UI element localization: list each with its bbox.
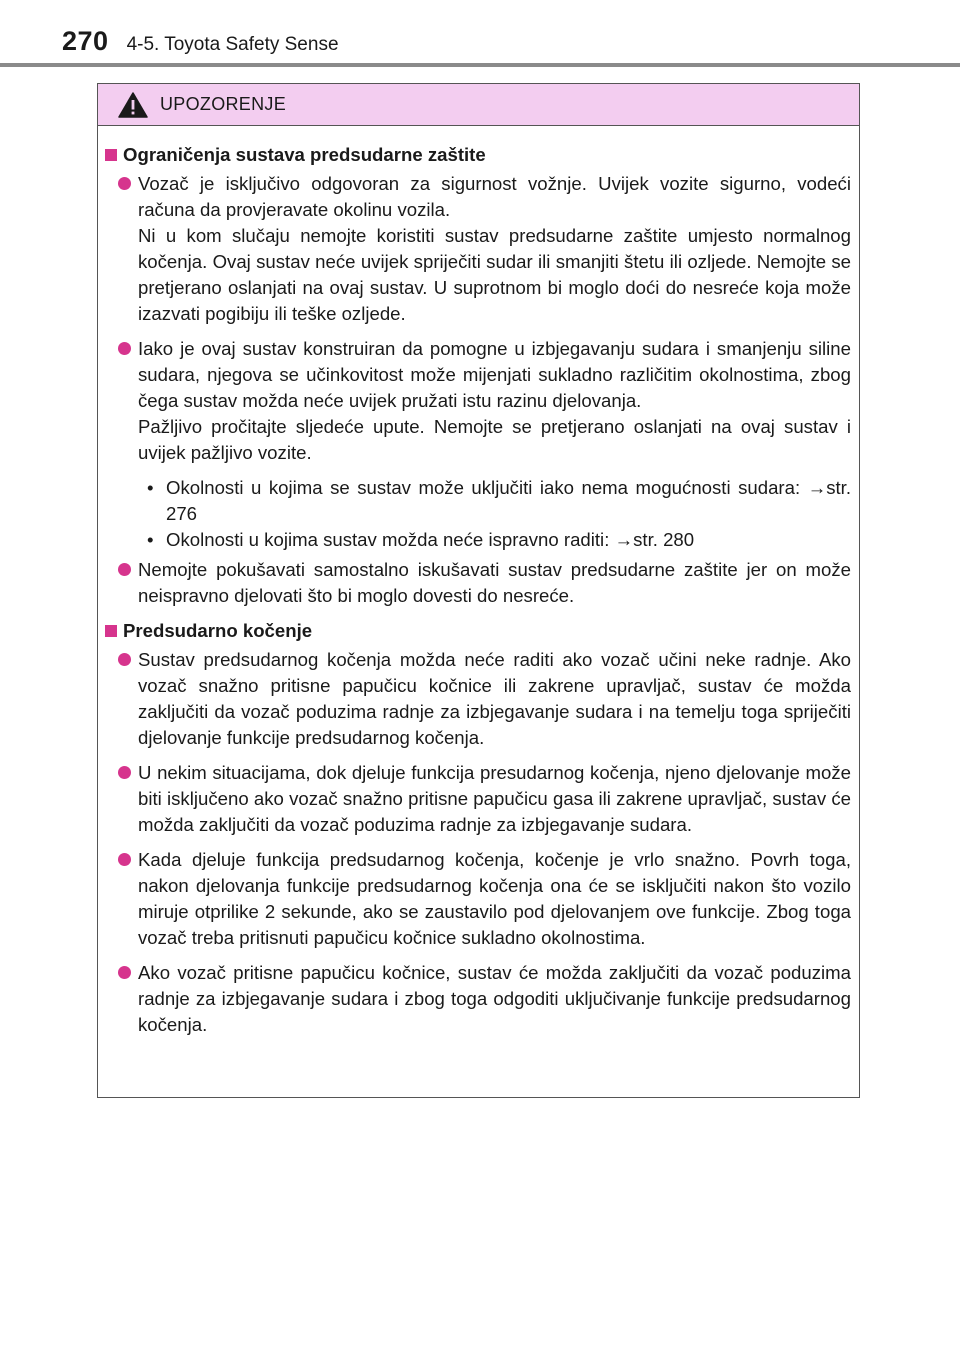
paragraph: Vozač je isključivo odgovoran za sigurnost vožnje. Uvijek vozite sigurno, vodeći računa da provjeravate okolinu vozila. [138, 173, 851, 220]
warning-section [105, 142, 851, 609]
circle-bullet-icon [118, 966, 131, 979]
warning-triangle-icon [118, 92, 148, 118]
warning-section [105, 618, 851, 1038]
list-item [105, 760, 851, 838]
paragraph: Pažljivo pročitajte sljedeće upute. Nemojte se pretjerano oslanjati na ovaj sustav i uvijek pažljivo vozite. [138, 416, 851, 463]
warning-label: UPOZORENJE [160, 94, 287, 114]
paragraph: U nekim situacijama, dok djeluje funkcija presudarnog kočenja, njeno djelovanje može biti isključeno ako vozač snažno pritisne papučicu gasa ili zakrene upravljač, sustav će možda zaključiti da vozač poduzima radnje za izbjegavanje sudara. [138, 762, 851, 835]
sub-list-item [144, 527, 851, 553]
circle-bullet-icon [118, 853, 131, 866]
paragraph: Sustav predsudarnog kočenja možda neće raditi ako vozač učini neke radnje. Ako vozač snažno pritisne papučicu kočnice ili zakrene upravljač, sustav će možda zaključiti da vozač poduzima radnje za izbjegavanje sudara i na temelju toga spriječiti djelovanje funkcije predsudarnog kočenja. [138, 649, 851, 748]
circle-bullet-icon [118, 766, 131, 779]
list-item [105, 171, 851, 327]
paragraph: Kada djeluje funkcija predsudarnog kočenja, kočenje je vrlo snažno. Povrh toga, nakon djelovanja funkcije predsudarnog kočenja ona će se isključiti nakon što vozilo miruje otprilike 2 sekunde, ako se zaustavilo pod djelovanjem ove funkcije. Zbog toga vozač treba pritisnuti papučicu kočnice sukladno okolnostima. [138, 849, 851, 948]
paragraph: Ni u kom slučaju nemojte koristiti sustav predsudarne zaštite umjesto normalnog kočenja. Ovaj sustav neće uvijek spriječiti sudar ili smanjiti štetu ili ozljede. Nemojte se pretjerano oslanjati na ovaj sustav. U suprotnom bi moglo doći do nesreće koja može izazvati pogibiju ili teške ozljede. [138, 225, 851, 324]
paragraph: Ako vozač pritisne papučicu kočnice, sustav će možda zaključiti da vozač poduzima radnje za izbjegavanje sudara i zbog toga odgoditi uključivanje funkcije predsudarnog kočenja. [138, 962, 851, 1035]
sub-list-text: Okolnosti u kojima sustav možda neće ispravno raditi: →str. 280 [166, 529, 695, 550]
list-item [105, 336, 851, 466]
section-title: 4-5. Toyota Safety Sense [126, 34, 339, 55]
list-item [105, 557, 851, 609]
square-bullet-icon [105, 625, 117, 637]
list-item [105, 847, 851, 951]
sub-list-text: Okolnosti u kojima se sustav može uključiti iako nema mogućnosti sudara: →str. 276 [166, 477, 851, 524]
dot-bullet-icon: • [147, 477, 154, 498]
circle-bullet-icon [118, 177, 131, 190]
warning-body [98, 126, 859, 1038]
circle-bullet-icon [118, 342, 131, 355]
section-heading-text: Ograničenja sustava predsudarne zaštite [123, 144, 486, 165]
sub-list [105, 475, 851, 553]
section-heading-text: Predsudarno kočenje [123, 620, 313, 641]
section-heading [105, 142, 851, 168]
sub-list-item [144, 475, 851, 527]
page-header [62, 26, 339, 60]
dot-bullet-icon: • [147, 529, 154, 550]
page-number: 270 [62, 26, 109, 56]
list-item [105, 960, 851, 1038]
warning-box [97, 83, 860, 1098]
paragraph: Iako je ovaj sustav konstruiran da pomogne u izbjegavanju sudara i smanjenju siline sudara, njegova se učinkovitost može mijenjati sukladno različitim okolnostima, zbog čega sustav možda neće uvijek pružati istu razinu djelovanja. [138, 338, 851, 411]
header-rule [0, 63, 960, 67]
warning-header [98, 84, 859, 126]
section-heading [105, 618, 851, 644]
circle-bullet-icon [118, 563, 131, 576]
square-bullet-icon [105, 149, 117, 161]
circle-bullet-icon [118, 653, 131, 666]
paragraph: Nemojte pokušavati samostalno iskušavati sustav predsudarne zaštite jer on može neispravno djelovati što bi moglo dovesti do nesreće. [138, 559, 851, 606]
list-item [105, 647, 851, 751]
